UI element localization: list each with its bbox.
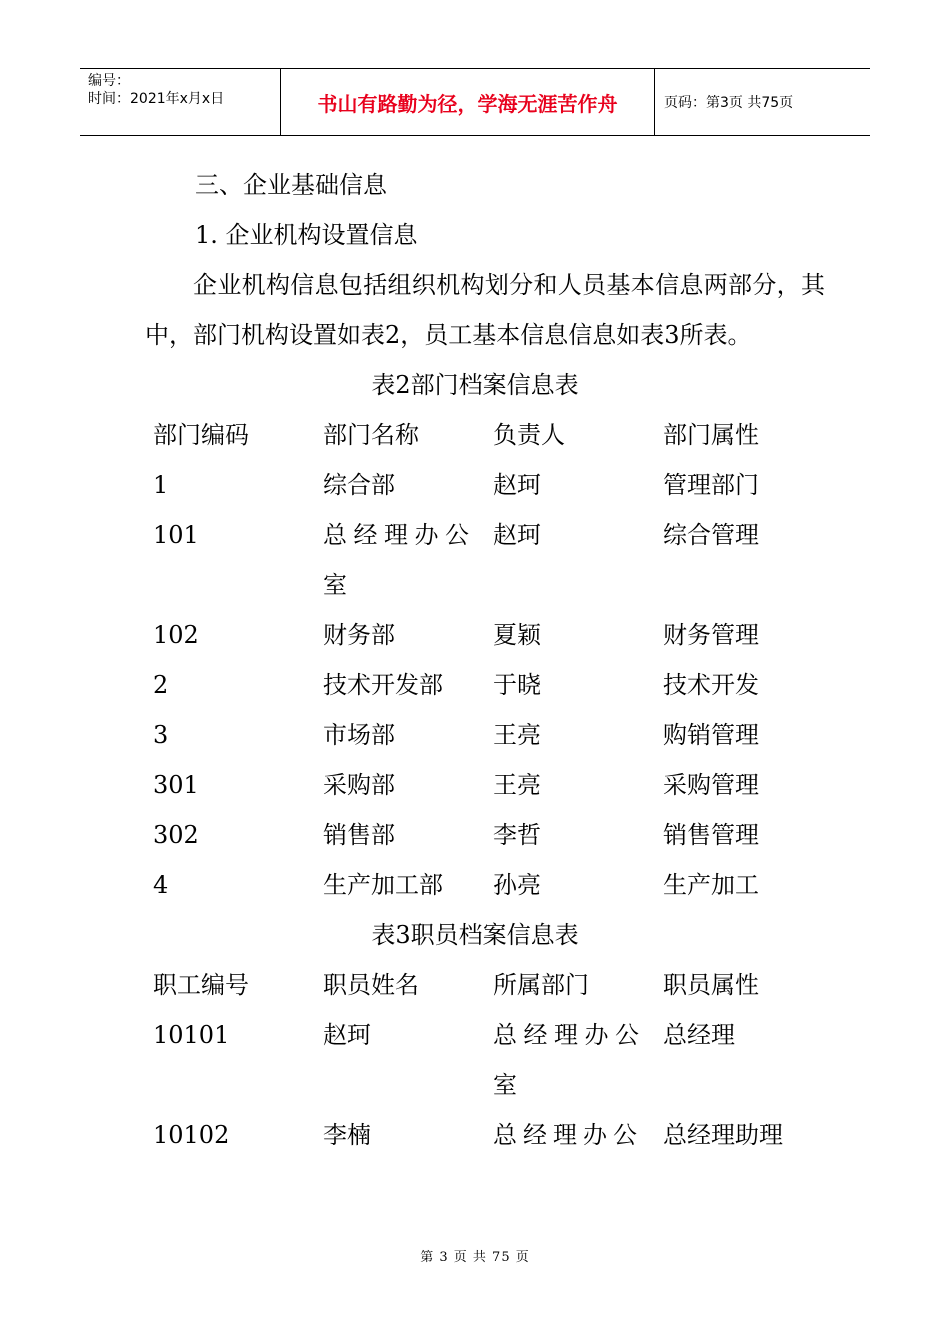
table-cell: 1 — [153, 471, 169, 499]
column-header: 部门属性 — [663, 421, 759, 449]
table-cell: 于晓 — [493, 671, 541, 699]
table-cell: 302 — [153, 821, 199, 849]
column-header: 职工编号 — [153, 971, 249, 999]
table-cell: 总经理 — [663, 1021, 735, 1049]
table-cell: 李楠 — [323, 1121, 371, 1149]
table-cell: 总经理办公室 — [493, 1021, 645, 1099]
table-cell: 综合部 — [323, 471, 395, 499]
header-meta — [80, 69, 281, 135]
table-row — [145, 760, 825, 810]
column-header: 部门编码 — [153, 421, 249, 449]
table-cell: 夏颖 — [493, 621, 541, 649]
table-cell: 赵珂 — [323, 1021, 371, 1049]
table-cell: 管理部门 — [663, 471, 759, 499]
table-cell: 301 — [153, 771, 199, 799]
column-header: 所属部门 — [493, 971, 589, 999]
table-row — [145, 610, 825, 660]
table-row — [145, 710, 825, 760]
table-cell: 10101 — [153, 1021, 230, 1049]
table-cell: 孙亮 — [493, 871, 541, 899]
staff-table — [145, 960, 825, 1160]
column-header: 部门名称 — [323, 421, 419, 449]
table-cell: 王亮 — [493, 771, 541, 799]
table-cell: 总经理助理 — [663, 1121, 783, 1149]
document-body — [145, 160, 825, 1160]
column-header: 职员姓名 — [323, 971, 419, 999]
table-cell: 102 — [153, 621, 199, 649]
section-heading: 三、企业基础信息 — [195, 171, 387, 199]
table-cell: 总经理办公 — [493, 1121, 643, 1149]
table-cell: 综合管理 — [663, 521, 759, 549]
table-cell: 市场部 — [323, 721, 395, 749]
table-cell: 3 — [153, 721, 169, 749]
table-cell: 李哲 — [493, 821, 541, 849]
subsection-heading: 1. 企业机构设置信息 — [195, 221, 418, 249]
column-header: 职员属性 — [663, 971, 759, 999]
table-cell: 财务部 — [323, 621, 395, 649]
table-cell: 生产加工 — [663, 871, 759, 899]
document-number-label: 编号： — [88, 73, 130, 89]
table-header-row — [145, 410, 825, 460]
table-row — [145, 660, 825, 710]
table-row — [145, 860, 825, 910]
table-cell: 10102 — [153, 1121, 230, 1149]
table-cell: 采购部 — [323, 771, 395, 799]
table3-caption: 表3职员档案信息表 — [371, 921, 579, 949]
page-footer: 第 3 页 共 75 页 — [420, 1250, 530, 1265]
table-cell: 101 — [153, 521, 199, 549]
table-cell: 财务管理 — [663, 621, 759, 649]
department-table — [145, 410, 825, 910]
table-cell: 4 — [153, 871, 169, 899]
table-cell: 赵珂 — [493, 521, 541, 549]
body-paragraph: 企业机构信息包括组织机构划分和人员基本信息两部分，其中，部门机构设置如表2，员工基本信息信息如表3所表。 — [145, 271, 825, 349]
page-header — [80, 68, 870, 136]
table-cell: 生产加工部 — [323, 871, 443, 899]
table-cell: 技术开发 — [663, 671, 759, 699]
table-row — [145, 460, 825, 510]
table-cell: 总经理办公室 — [323, 521, 475, 599]
table-row — [145, 1110, 825, 1160]
header-motto: 书山有路勤为径，学海无涯苦作舟 — [281, 69, 655, 135]
table-row — [145, 510, 825, 610]
table2-caption: 表2部门档案信息表 — [371, 371, 579, 399]
table-cell: 购销管理 — [663, 721, 759, 749]
table-cell: 赵珂 — [493, 471, 541, 499]
document-time-label: 时间：2021年x月x日 — [88, 91, 225, 107]
column-header: 负责人 — [493, 421, 565, 449]
table-row — [145, 810, 825, 860]
table-cell: 2 — [153, 671, 169, 699]
table-row — [145, 1010, 825, 1110]
table-cell: 技术开发部 — [323, 671, 443, 699]
table-cell: 王亮 — [493, 721, 541, 749]
table-cell: 销售部 — [323, 821, 395, 849]
table-cell: 销售管理 — [663, 821, 759, 849]
table-cell: 采购管理 — [663, 771, 759, 799]
header-page-info: 页码：第3页 共75页 — [664, 95, 794, 111]
table-header-row — [145, 960, 825, 1010]
